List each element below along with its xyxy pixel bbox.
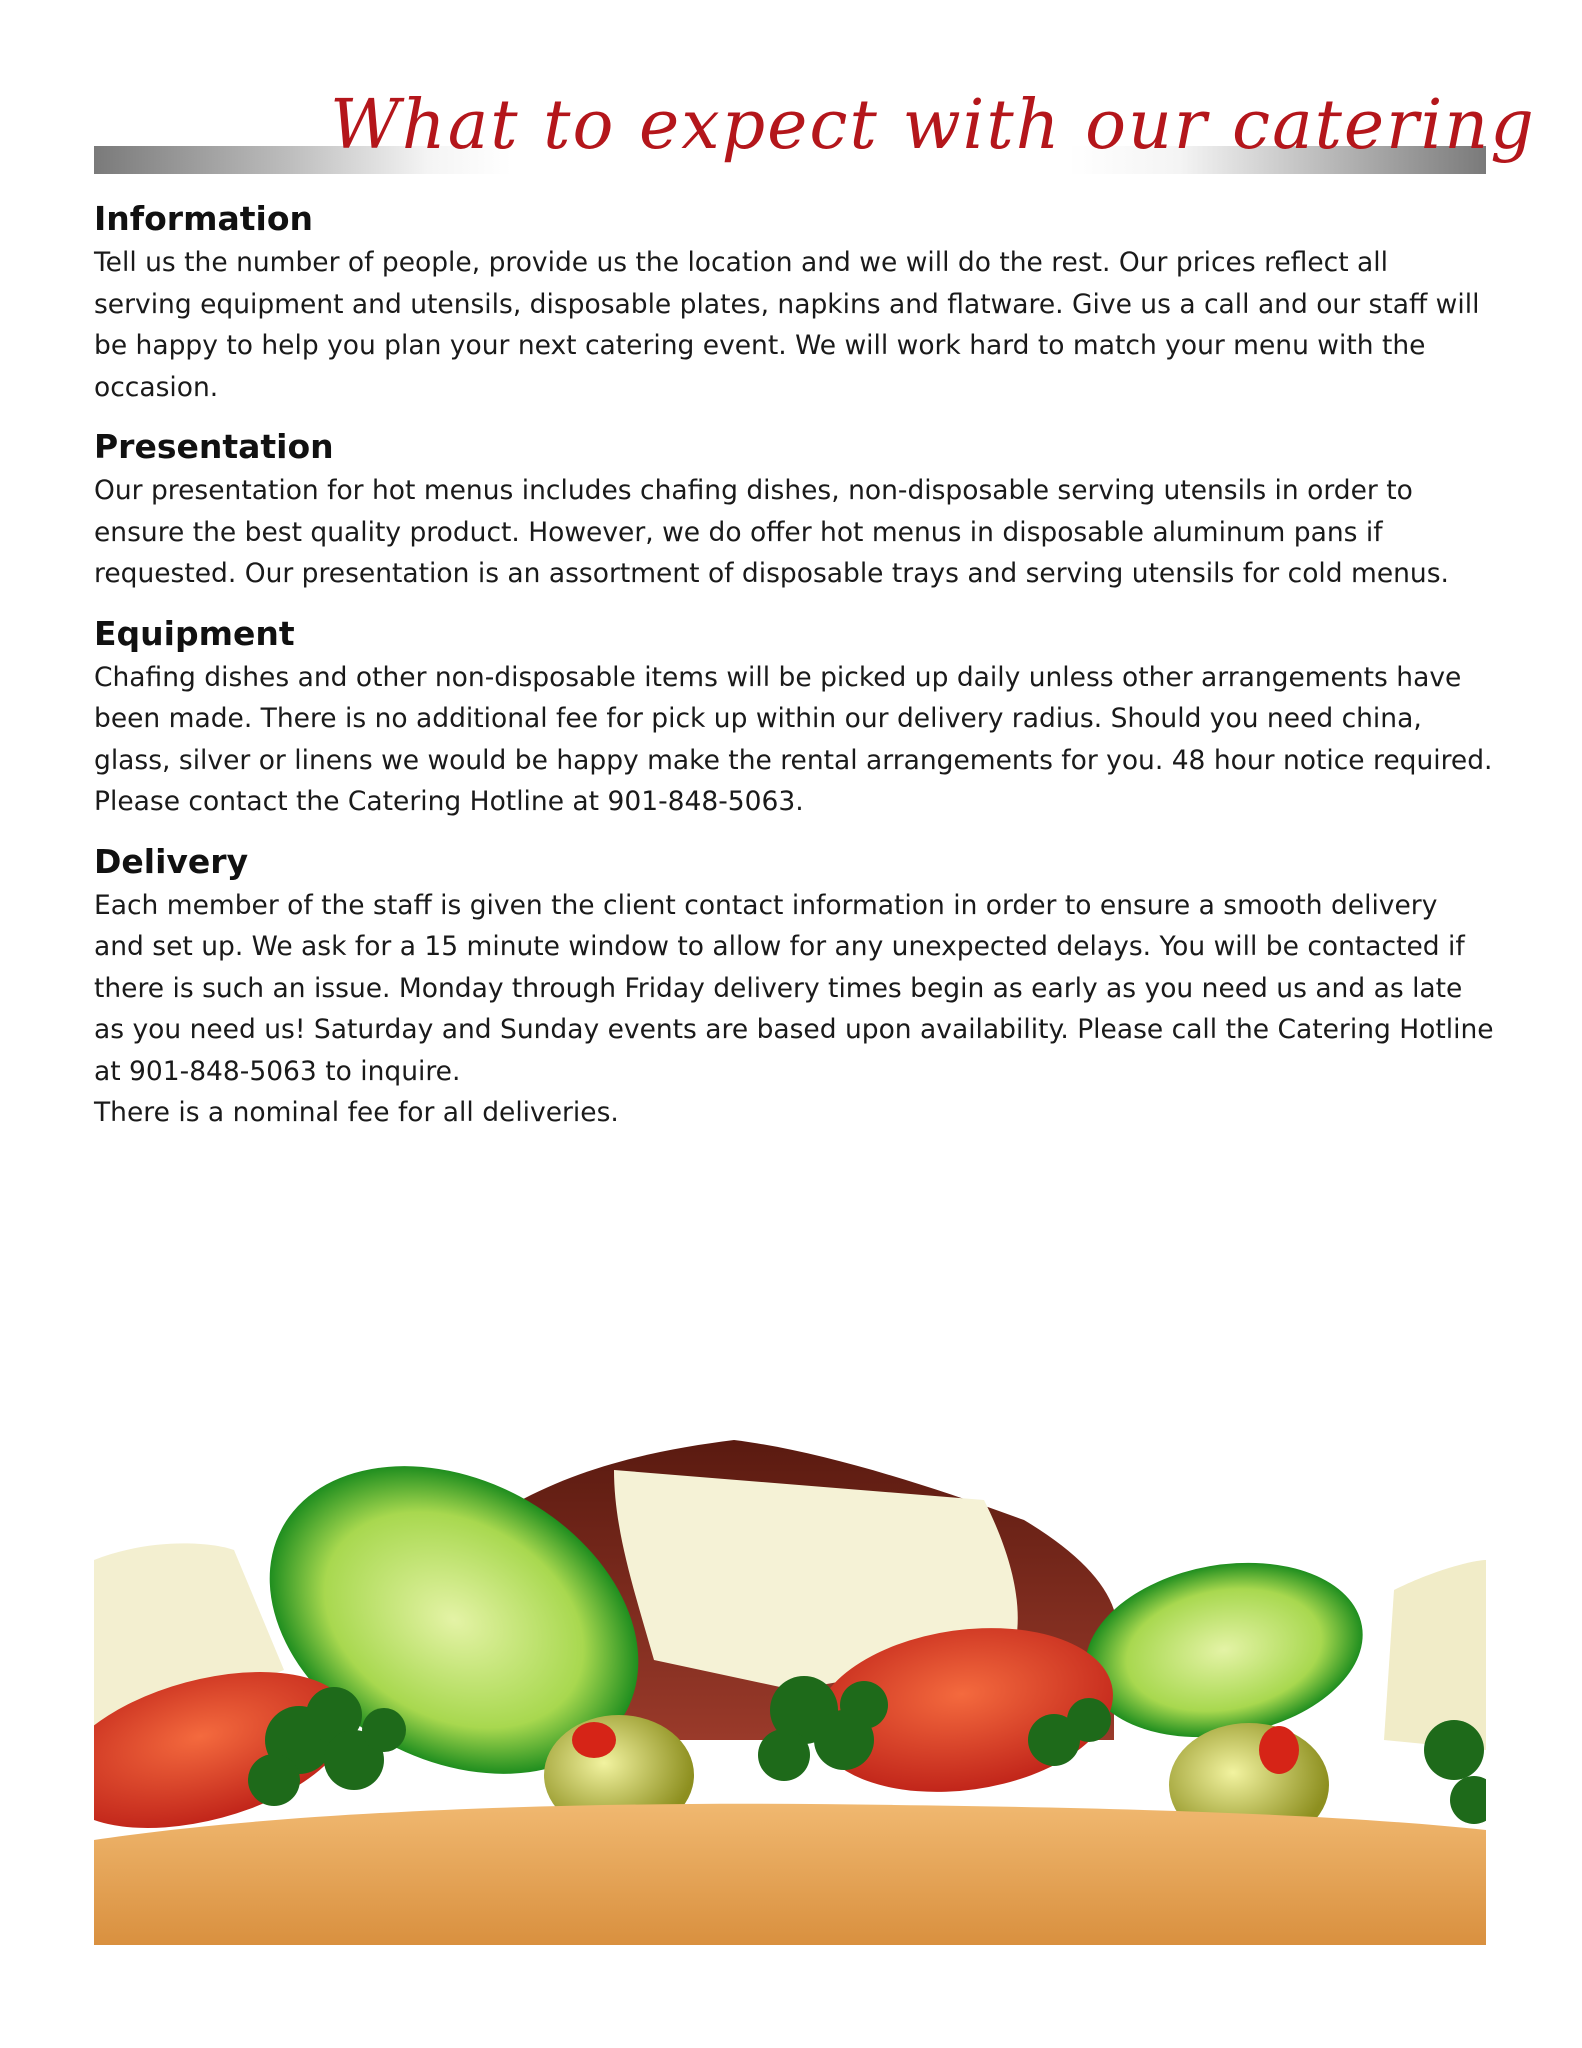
section-heading: Delivery xyxy=(94,841,249,881)
section-information xyxy=(94,198,1494,408)
section-body: Tell us the number of people, provide us the location and we will do the rest. Our prices reflect all serving equipment and utensils, disposable plates, napkins and flatware. Give us a call and our staff will be happy to help you plan your next catering event. We will work hard to match your menu with the occasion. xyxy=(94,247,1480,403)
pimento-right xyxy=(1259,1726,1299,1774)
section-equipment xyxy=(94,613,1494,823)
cucumber-right xyxy=(1071,1542,1376,1758)
section-delivery xyxy=(94,841,1494,1134)
cheese-right xyxy=(1384,1560,1486,1750)
main-content xyxy=(94,198,1494,1152)
section-heading: Information xyxy=(94,199,313,238)
section-body: Each member of the staff is given the client contact information in order to ensure a smooth delivery and set up. We ask for a 15 minute window to allow for any unexpected delays. You will be contacted if there is such an issue. Monday through Friday delivery times begin as early as you need us and as late as you need us! Saturday and Sunday events are based upon availability. Please call the Catering Hotline at 901-848-5063 to inquire. xyxy=(94,889,1494,1087)
delivery-fee-note: There is a nominal fee for all deliveries. xyxy=(94,1097,619,1128)
bread-roll xyxy=(94,1804,1486,1945)
food-photo xyxy=(94,1410,1486,1945)
section-heading: Equipment xyxy=(94,613,295,653)
section-body: Our presentation for hot menus includes chafing dishes, non-disposable serving utensils in order to ensure the best quality product. However, we do offer hot menus in disposable aluminum pans if requested. Our presentation is an assortment of disposable trays and serving utensils for cold menus. xyxy=(94,475,1449,589)
section-presentation xyxy=(94,426,1494,595)
section-heading: Presentation xyxy=(94,427,334,466)
pimento-left xyxy=(572,1722,616,1758)
section-body: Chafing dishes and other non-disposable items will be picked up daily unless other arrangements have been made. There is no additional fee for pick up within our delivery radius. Should you need china, glass, silver or linens we would be happy make the rental arrangements for you. 48 hour notice required. Please contact the Catering Hotline at 901-848-5063. xyxy=(94,661,1493,817)
page-title: What to expect with our catering xyxy=(330,86,1536,165)
